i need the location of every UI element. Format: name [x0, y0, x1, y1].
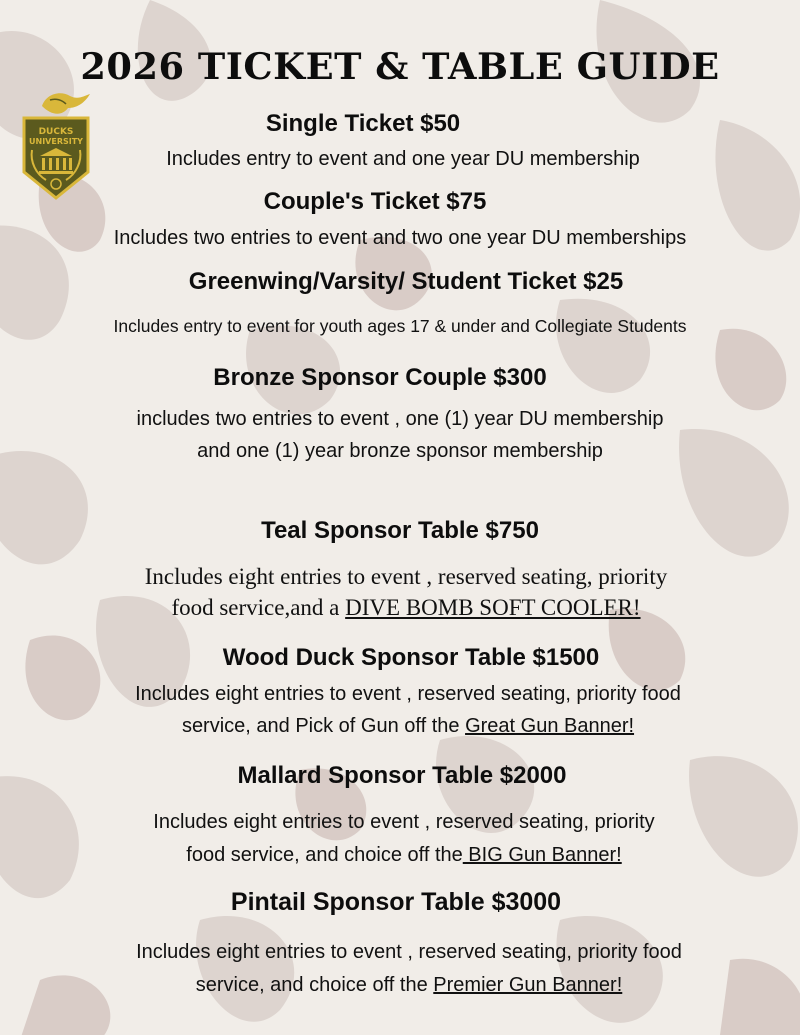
- couple-ticket-desc: Includes two entries to event and two one year DU memberships: [113, 227, 687, 249]
- pintail-sponsor-desc-line2: [9, 969, 800, 1001]
- mallard-sponsor-desc-line2: [4, 839, 800, 871]
- teal-desc-text: food service,and a: [171, 595, 346, 620]
- pintail-desc-text: service, and choice off the: [195, 974, 434, 996]
- mallard-sponsor-desc-line1: Includes eight entries to event , reserved seating, priority: [153, 811, 655, 833]
- couple-ticket-heading: Couple's Ticket $75: [263, 188, 487, 215]
- pintail-sponsor-heading: Pintail Sponsor Table $3000: [230, 888, 562, 916]
- single-ticket-heading: Single Ticket $50: [265, 110, 461, 137]
- student-ticket-heading: Greenwing/Varsity/ Student Ticket $25: [188, 268, 624, 295]
- great-gun-banner-link: Great Gun Banner!: [465, 715, 635, 737]
- mallard-sponsor-heading: Mallard Sponsor Table $2000: [237, 762, 567, 789]
- bronze-sponsor-desc-line2: and one (1) year bronze sponsor membership: [197, 440, 603, 462]
- logo-text-bottom: UNIVERSITY: [29, 137, 83, 146]
- bronze-sponsor-heading: Bronze Sponsor Couple $300: [213, 364, 547, 391]
- teal-sponsor-desc-line1: Includes eight entries to event , reserved seating, priority: [144, 564, 668, 589]
- wood-duck-sponsor-desc-line1: Includes eight entries to event , reserved seating, priority food: [135, 683, 681, 705]
- teal-sponsor-heading: Teal Sponsor Table $750: [261, 517, 539, 544]
- bronze-sponsor-desc-line1: includes two entries to event , one (1) year DU membership: [136, 408, 664, 430]
- wood-duck-sponsor-desc-line2: [8, 710, 800, 742]
- mallard-desc-text: food service, and choice off the: [186, 844, 463, 866]
- wood-duck-sponsor-heading: Wood Duck Sponsor Table $1500: [222, 644, 600, 671]
- teal-sponsor-desc-line2: [6, 592, 800, 623]
- premier-gun-banner-link: Premier Gun Banner!: [433, 974, 623, 996]
- pintail-sponsor-desc-line1: Includes eight entries to event , reserved seating, priority food: [136, 941, 682, 963]
- dive-bomb-cooler-link: DIVE BOMB SOFT COOLER!: [345, 595, 641, 620]
- big-gun-banner-link: BIG Gun Banner!: [462, 844, 622, 866]
- logo-text-top: DUCKS: [38, 127, 74, 137]
- page-title: 2026 TICKET & TABLE GUIDE: [80, 46, 720, 88]
- wood-duck-desc-text: service, and Pick of Gun off the: [181, 715, 466, 737]
- single-ticket-desc: Includes entry to event and one year DU membership: [166, 148, 640, 170]
- student-ticket-desc: Includes entry to event for youth ages 17 & under and Collegiate Students: [113, 316, 687, 336]
